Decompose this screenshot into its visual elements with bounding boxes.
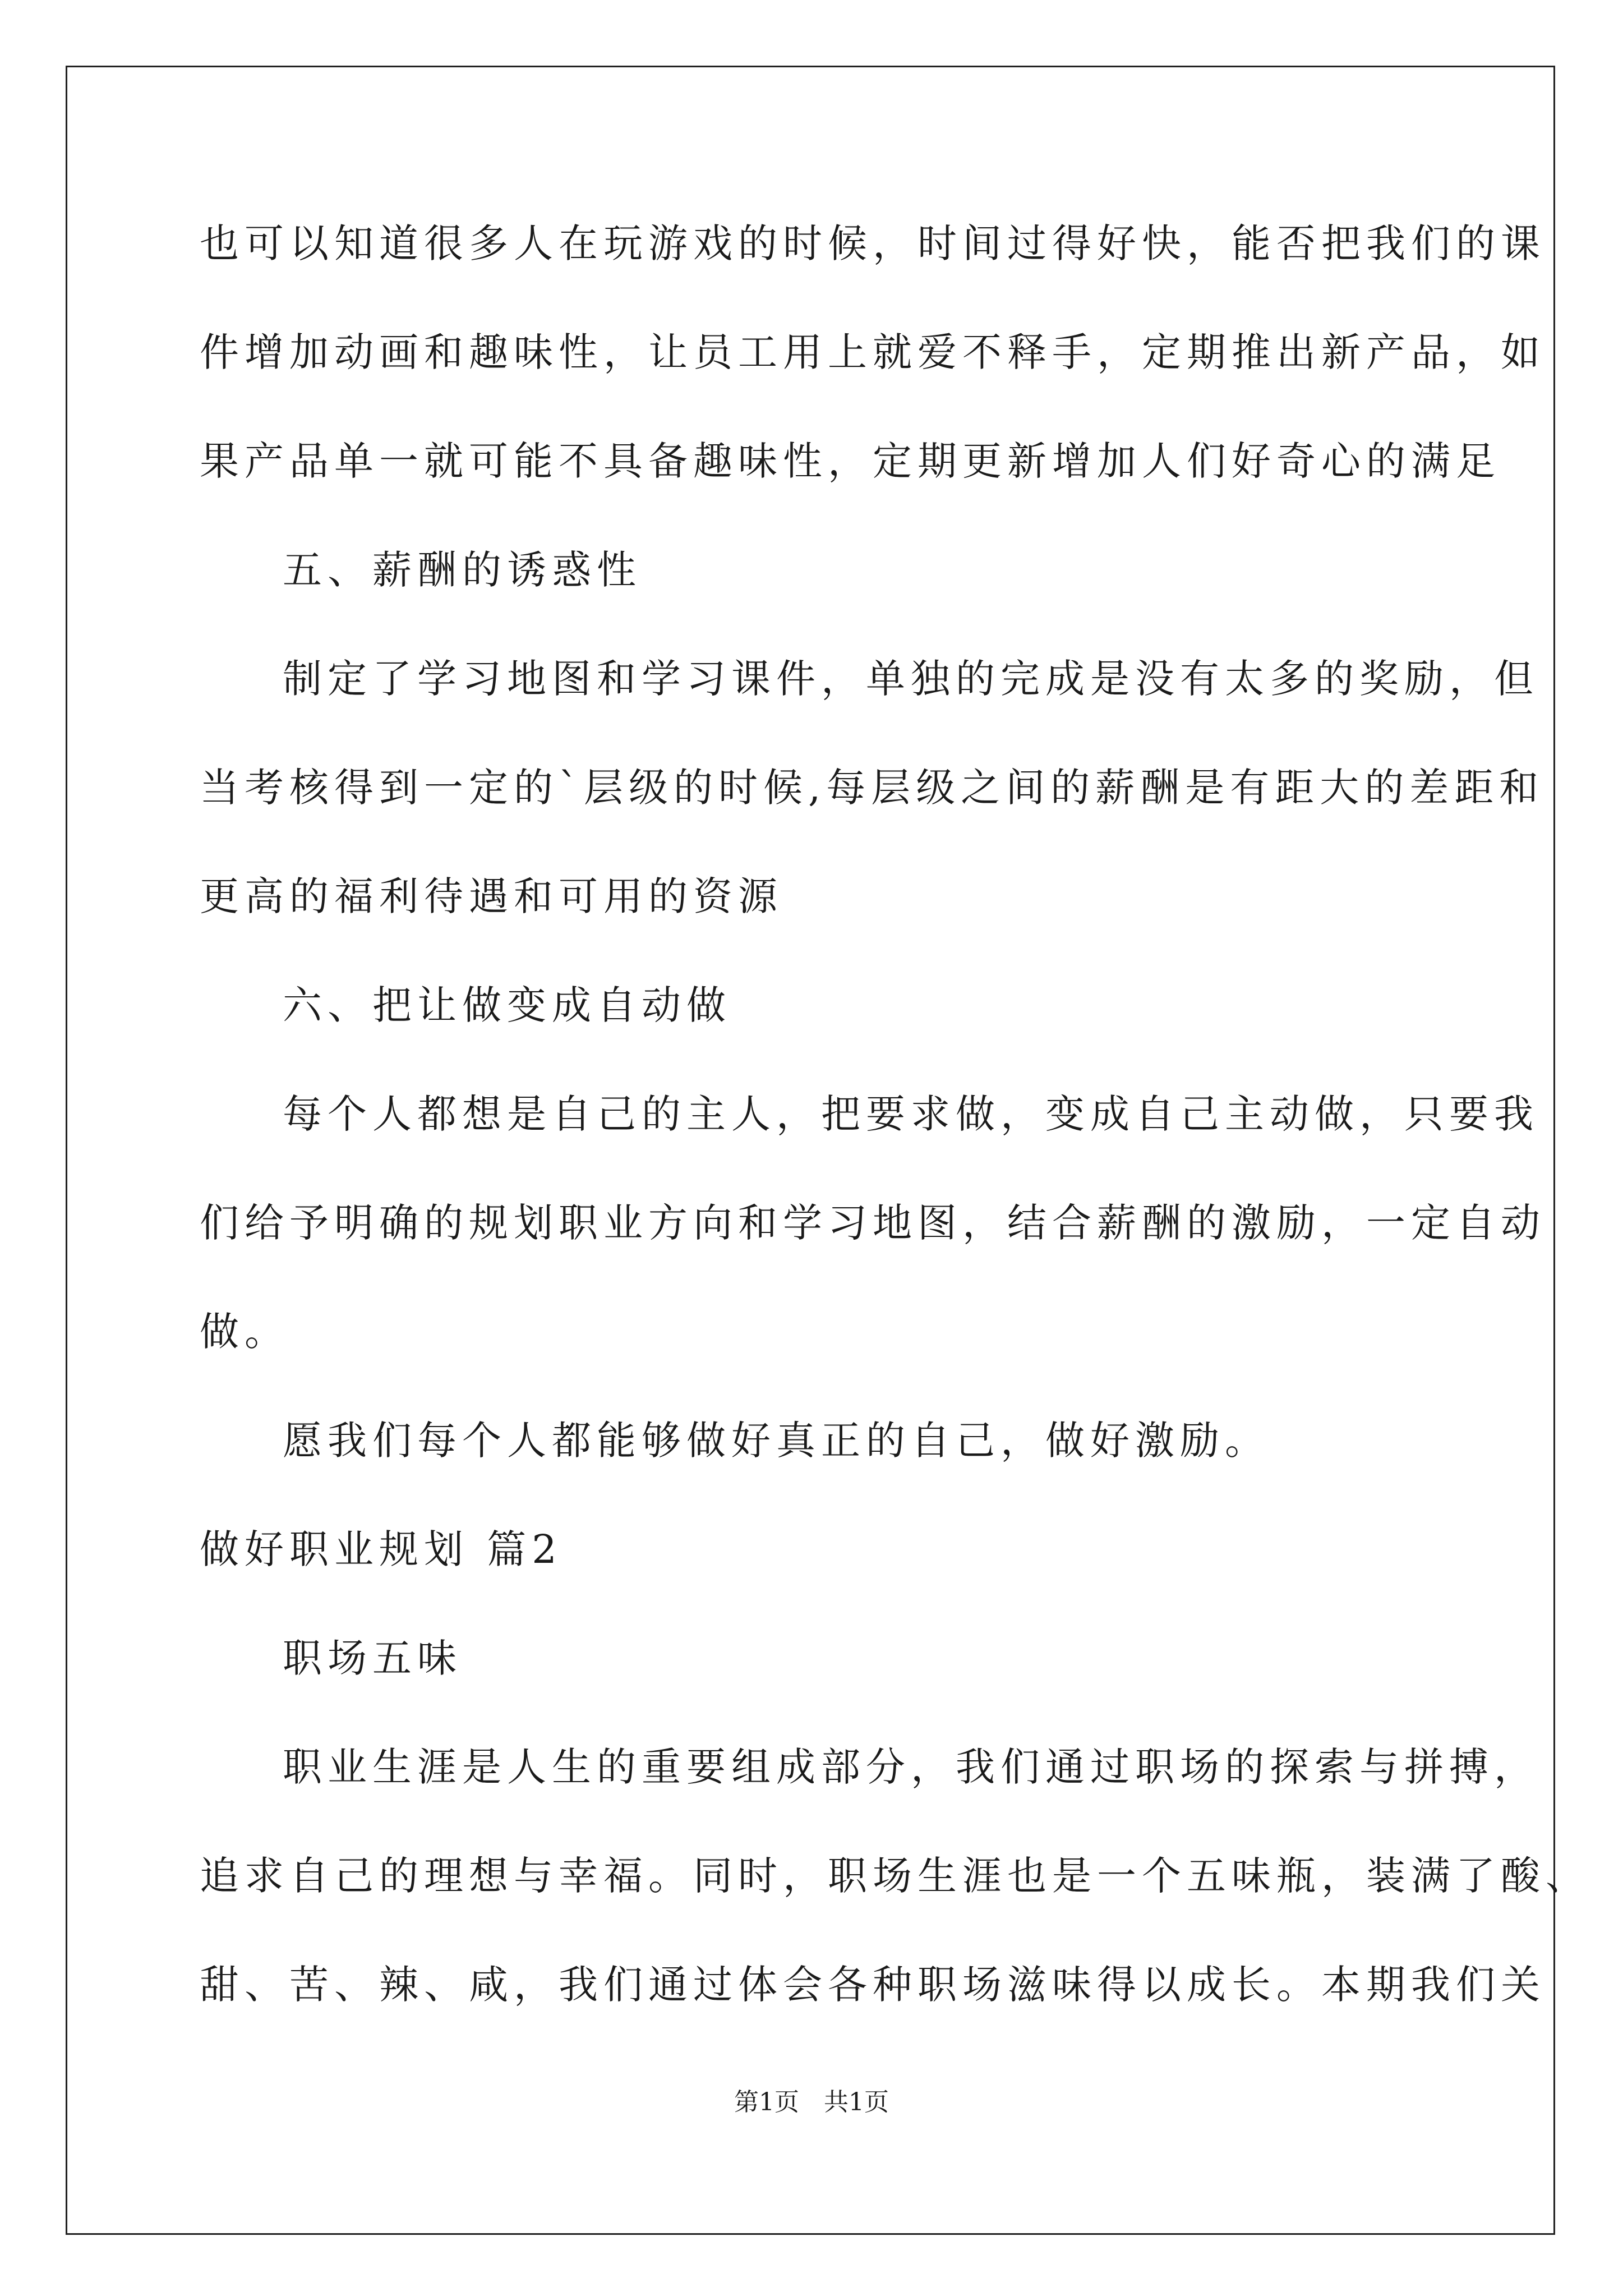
text-line-2: 件增加动画和趣味性，让员工用上就爱不释手，定期推出新产品，如 [200, 329, 1546, 375]
subtitle: 职场五味 [283, 1635, 462, 1681]
page-footer: 第1页 共1页 [734, 2088, 889, 2116]
text-line-11: 做。 [200, 1309, 289, 1355]
text-line-12: 愿我们每个人都能够做好真正的自己，做好激励。 [283, 1418, 1270, 1464]
text-line-9: 每个人都想是自己的主人，把要求做，变成自己主动做，只要我 [283, 1091, 1539, 1137]
section-heading-5: 五、薪酬的诱惑性 [283, 547, 642, 593]
section-heading-6: 六、把让做变成自动做 [283, 982, 731, 1028]
text-line-16: 追求自己的理想与幸福。同时，职场生涯也是一个五味瓶，装满了酸、 [200, 1853, 1590, 1899]
text-line-1: 也可以知道很多人在玩游戏的时候，时间过得好快，能否把我们的课 [200, 220, 1546, 266]
page-border [66, 66, 1555, 2235]
text-line-10: 们给予明确的规划职业方向和学习地图，结合薪酬的激励，一定自动 [200, 1200, 1546, 1246]
article-title: 做好职业规划 篇2 [200, 1526, 562, 1572]
text-line-7: 更高的福利待遇和可用的资源 [200, 873, 783, 919]
text-line-17: 甜、苦、辣、咸，我们通过体会各种职场滋味得以成长。本期我们关 [200, 1962, 1546, 2008]
text-line-6: 当考核得到一定的`层级的时候,每层级之间的薪酬是有距大的差距和 [200, 765, 1544, 811]
text-line-15: 职业生涯是人生的重要组成部分，我们通过职场的探索与拼搏， [283, 1744, 1539, 1790]
text-line-3: 果产品单一就可能不具备趣味性，定期更新增加人们好奇心的满足 [200, 438, 1501, 484]
text-line-5: 制定了学习地图和学习课件，单独的完成是没有太多的奖励，但 [283, 656, 1539, 702]
